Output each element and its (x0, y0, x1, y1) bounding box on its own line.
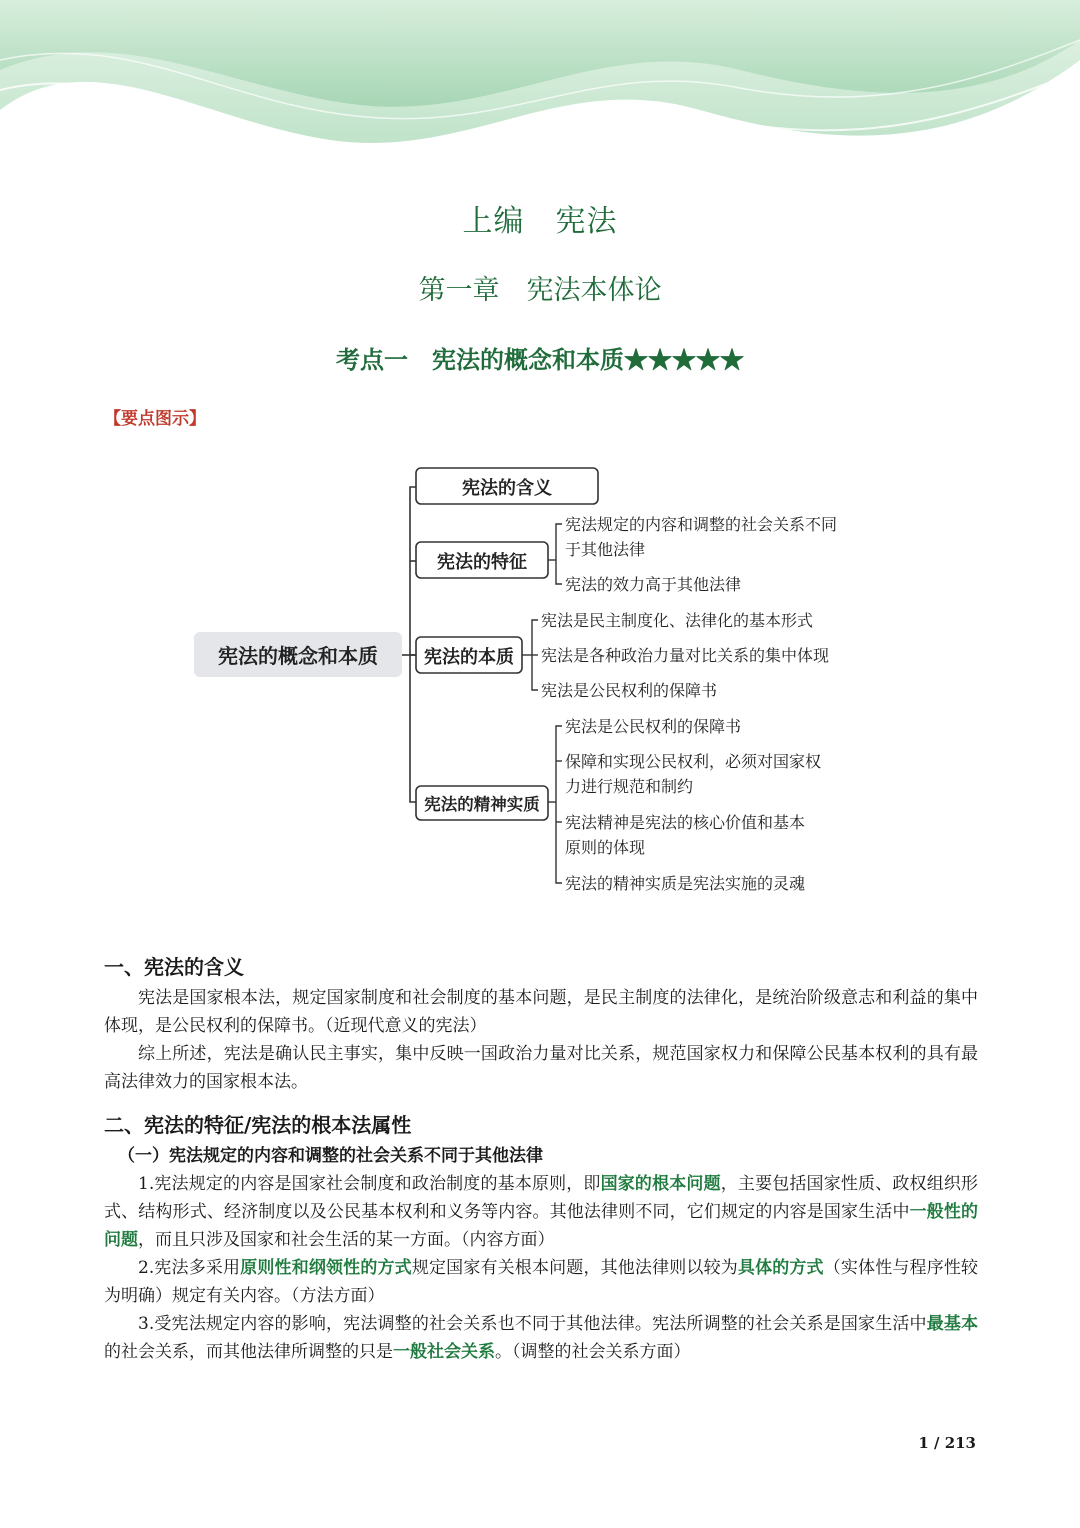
highlight-text: 最基本 (926, 1314, 979, 1334)
mindmap-branch-1: 宪法的含义 (462, 478, 552, 499)
highlight-text: 一般性的问题 (104, 1202, 978, 1250)
mindmap-leaf-4-3b: 原则的体现 (565, 838, 646, 857)
mindmap-leaf-2-1a: 宪法规定的内容和调整的社会关系不同 (565, 515, 838, 534)
section-1-heading: 一、宪法的含义 (104, 955, 244, 979)
chapter-title: 第一章 宪法本体论 (418, 275, 662, 306)
mindmap-leaf-2-2: 宪法的效力高于其他法律 (565, 575, 742, 594)
point-title: 考点一 宪法的概念和本质★★★★★ (336, 345, 744, 374)
mindmap-diagram (0, 455, 1080, 905)
mindmap-leaf-3-3: 宪法是公民权利的保障书 (541, 681, 718, 700)
highlight-text: 具体的方式 (737, 1258, 824, 1278)
highlight-text: 一般社会关系 (393, 1342, 495, 1362)
key-points-tag: 【要点图示】 (104, 409, 206, 429)
section-2-paragraph-1: 1.宪法规定的内容是国家社会制度和政治制度的基本原则，即国家的根本问题，主要包括国家性质、政权组织形式、结构形式、经济制度以及公民基本权利和义务等内容。其他法律则不同，它们规定的内容是国家生活中一般性的问题，而且只涉及国家和社会生活的某一方面。（内容方面） (104, 1174, 979, 1250)
highlight-text: 国家的根本问题 (600, 1174, 721, 1194)
section-1-paragraph-1: 宪法是国家根本法，规定国家制度和社会制度的基本问题，是民主制度的法律化，是统治阶级意志和利益的集中体现，是公民权利的保障书。（近现代意义的宪法） (104, 988, 978, 1036)
mindmap-root: 宪法的概念和本质 (218, 644, 378, 668)
section-1-paragraph-2: 综上所述，宪法是确认民主事实，集中反映一国政治力量对比关系，规范国家权力和保障公民基本权利的具有最高法律效力的国家根本法。 (104, 1044, 978, 1092)
section-2-paragraph-3: 3.受宪法规定内容的影响，宪法调整的社会关系也不同于其他法律。宪法所调整的社会关系是国家生活中最基本的社会关系，而其他法律所调整的只是一般社会关系。（调整的社会关系方面） (104, 1314, 979, 1362)
mindmap-leaf-3-1: 宪法是民主制度化、法律化的基本形式 (541, 611, 814, 630)
header-wave-decoration (0, 0, 1080, 170)
mindmap-leaf-4-1: 宪法是公民权利的保障书 (565, 717, 742, 736)
mindmap-branch-4: 宪法的精神实质 (424, 795, 540, 814)
mindmap-leaf-4-2a: 保障和实现公民权利，必须对国家权 (565, 752, 822, 771)
main-content (104, 952, 978, 1366)
mindmap-leaf-2-1b: 于其他法律 (565, 540, 646, 559)
section-2-heading: 二、宪法的特征/宪法的根本法属性 (104, 1113, 412, 1137)
highlight-text: 原则性和纲领性的方式 (240, 1258, 412, 1278)
section-2-subheading-1: （一）宪法规定的内容和调整的社会关系不同于其他法律 (118, 1146, 543, 1166)
mindmap-branch-3: 宪法的本质 (424, 647, 514, 668)
mindmap-leaf-4-3a: 宪法精神是宪法的核心价值和基本 (565, 813, 806, 832)
mindmap-branch-2: 宪法的特征 (437, 552, 527, 573)
mindmap-leaf-4-4: 宪法的精神实质是宪法实施的灵魂 (565, 874, 806, 893)
section-2-paragraph-2: 2.宪法多采用原则性和纲领性的方式规定国家有关根本问题，其他法律则以较为具体的方式（实体性与程序性较为明确）规定有关内容。（方法方面） (104, 1258, 979, 1306)
page-number: 1 / 213 (918, 1434, 976, 1452)
mindmap-leaf-3-2: 宪法是各种政治力量对比关系的集中体现 (541, 646, 830, 665)
mindmap-leaf-4-2b: 力进行规范和制约 (565, 777, 694, 796)
part-title: 上编 宪法 (462, 204, 618, 239)
